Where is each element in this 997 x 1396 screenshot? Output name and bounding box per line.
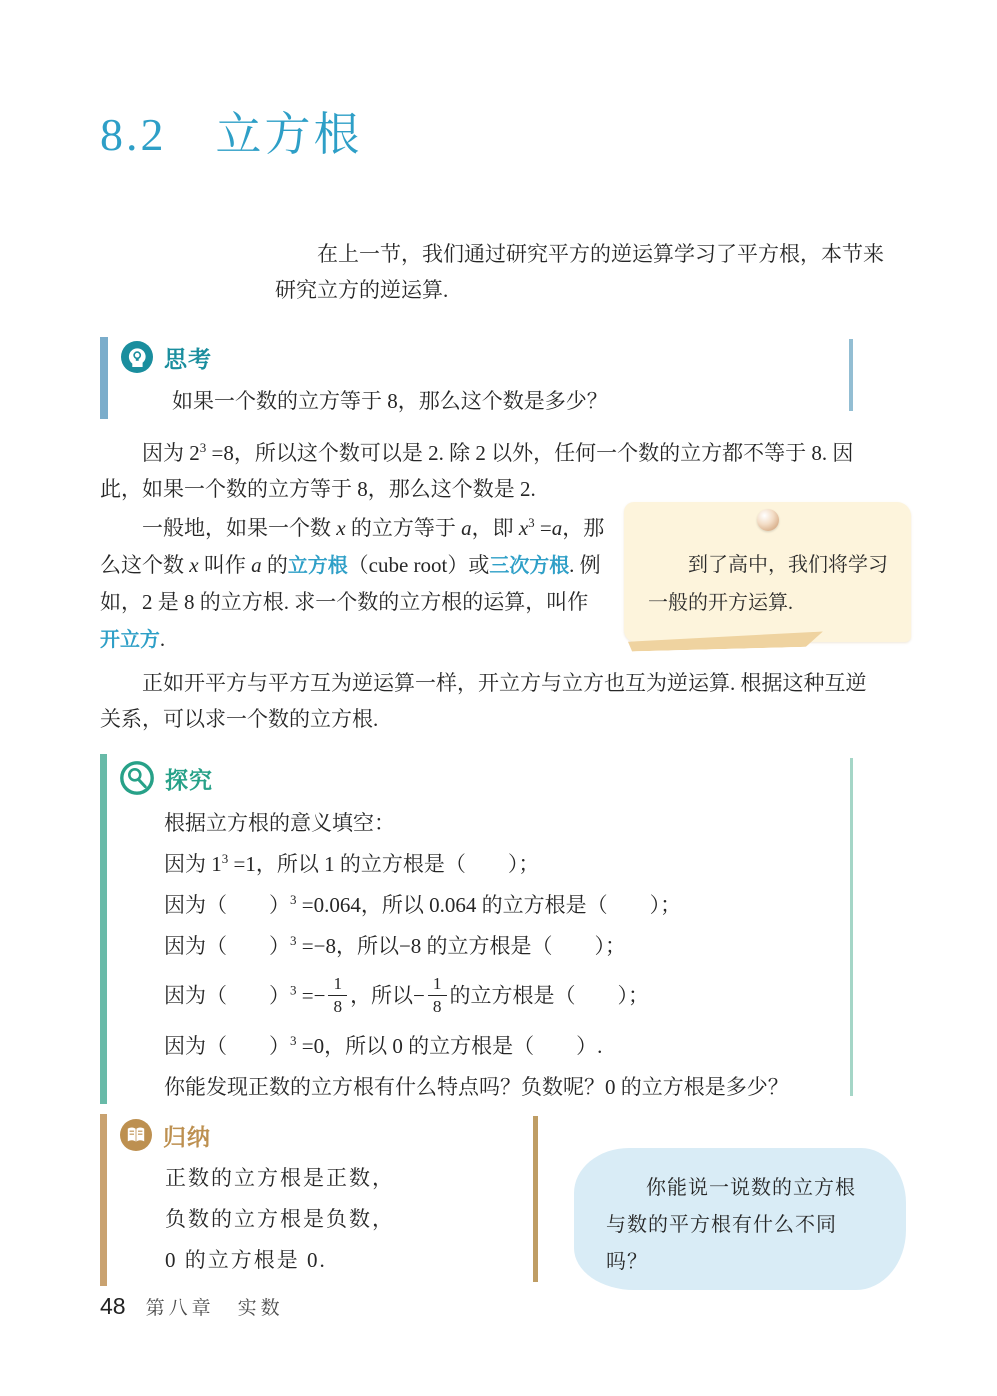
explore-box-label: 探究 — [165, 766, 213, 793]
summary-line: 正数的立方根是正数， — [165, 1166, 395, 1190]
page-number: 48 — [100, 1293, 126, 1319]
head-lightbulb-icon — [120, 340, 154, 374]
summary-line: 负数的立方根是负数， — [165, 1207, 395, 1231]
chapter-title: 第八章 实数 — [145, 1298, 284, 1319]
explore-lines — [107, 808, 881, 1103]
explore-line-fraction: 因为（ ）$^3$ =− $\frac{1}{8}$ ，所以− $\frac{1}{8}$ 的立方根是（ ）； — [164, 974, 650, 1017]
explore-box — [100, 754, 881, 1104]
summary-box — [100, 1114, 881, 1286]
open-book-icon — [119, 1118, 153, 1152]
summary-box-label: 归纳 — [163, 1123, 211, 1150]
explore-line: 因为（ ）$^3$ =−8，所以−8 的立方根是（ ）； — [164, 933, 627, 958]
speech-bubble — [574, 1148, 906, 1290]
pearl-pin-icon — [757, 509, 779, 531]
page-title: 8.2 立方根 — [100, 109, 363, 160]
summary-line: 0 的立方根是 0. — [165, 1248, 327, 1272]
intro-paragraph: 在上一节，我们通过研究平方的逆运算学习了平方根，本节来研究立方的逆运算. — [275, 242, 884, 303]
explore-line: 因为（ ）$^3$ =0，所以 0 的立方根是（ ）. — [164, 1033, 603, 1059]
magnifier-icon — [119, 760, 155, 796]
think-box-label: 思考 — [164, 345, 212, 372]
explore-line: 根据立方根的意义填空： — [164, 811, 395, 835]
explore-question: 你能发现正数的立方根有什么特点吗？负数呢？0 的立方根是多少？ — [164, 1075, 789, 1100]
paragraph-text: 一般地，如果一个数 x 的立方等于 a，即 $x^3 =a$，那么这个数 x 叫作 a 的立方根（cube root）或三次方根. 例如，2 是 8 的立方根. 求一个数的立方根的运算，叫作开立方. — [100, 515, 605, 652]
paragraph-cube-of-2: 因为 $2^3 =8$，所以这个数可以是 2. 除 2 以外，任何一个数的立方都不等于 8. 因此，如果一个数的立方等于 8，那么这个数是 2. — [100, 440, 854, 501]
think-question: 如果一个数的立方等于 8，那么这个数是多少？ — [172, 389, 608, 413]
paragraph-cube-root-definition — [100, 510, 886, 658]
explore-line: 因为（ ）$^3$ =0.064，所以 0.064 的立方根是（ ）； — [164, 892, 682, 917]
summary-box-header — [107, 1118, 881, 1152]
explore-line: 因为 $1^3 =1$，所以 1 的立方根是（ ）； — [164, 851, 540, 876]
speech-bubble-text: 你能说一说数的立方根与数的平方根有什么不同吗？ — [606, 1177, 856, 1273]
sticky-note-text: 到了高中，我们将学习一般的开方运算. — [648, 554, 888, 614]
page-footer — [100, 1293, 284, 1320]
think-box-header — [108, 340, 881, 374]
sticky-note — [624, 502, 911, 642]
explore-box-header — [107, 760, 881, 796]
think-box — [100, 337, 881, 419]
paragraph-inverse-relation: 正如开平方与平方互为逆运算一样，开立方与立方也互为逆运算. 根据这种互逆关系，可以求一个数的立方根. — [100, 671, 867, 731]
summary-divider-bar — [533, 1116, 538, 1282]
